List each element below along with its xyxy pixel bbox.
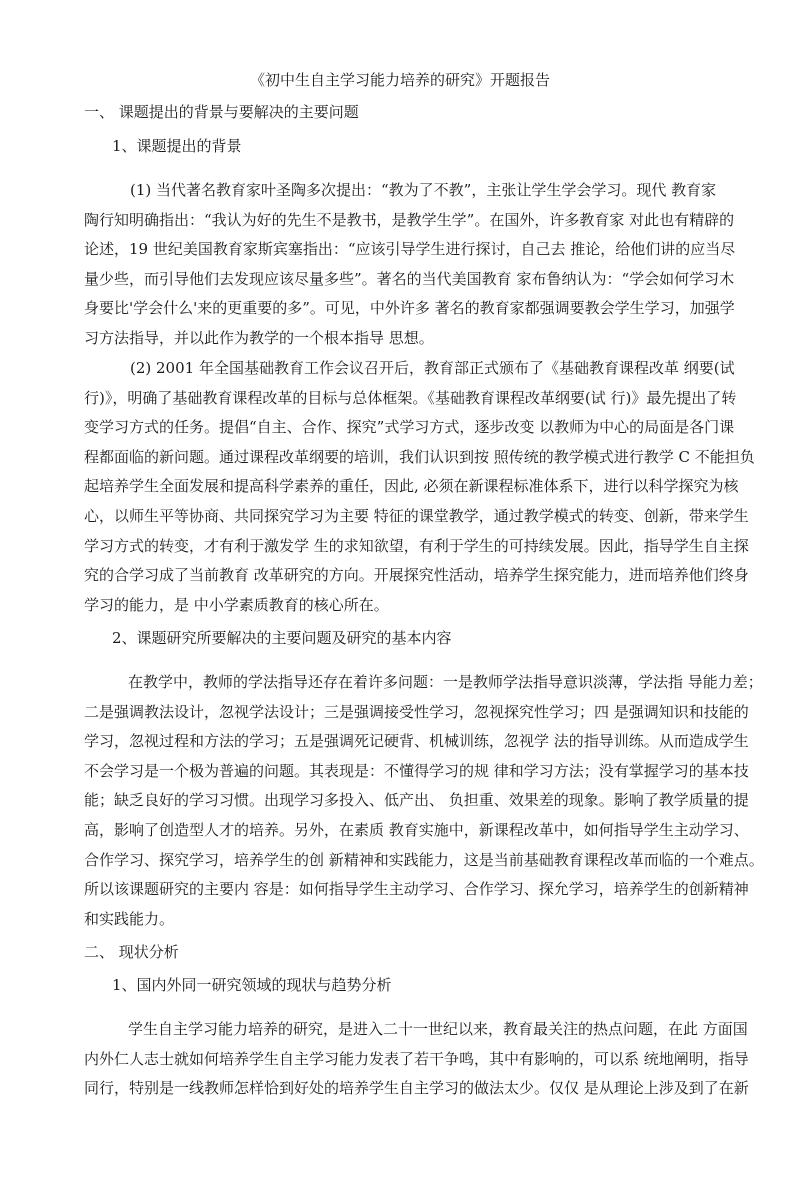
text-line: 身要比'学会什么'来的更重要的多”。可见，中外许多 著名的教育家都强调要教会学生学习，加强学: [84, 299, 735, 318]
text-line: 同行，特别是一线教师怎样恰到好处的培养学生自主学习的做法太少。仅仅 是从理论上涉及到了在新: [84, 1079, 749, 1098]
paragraph-background-2: [84, 354, 755, 620]
text-line: 陶行知明确指出：“我认为好的先生不是教书，是教学生学”。在国外，许多教育家 对此也有精辟的: [84, 210, 735, 229]
text-line: 内外仁人志士就如何培养学生自主学习能力发表了若干争鸣，其中有影响的，可以系 统地阐明，指导: [84, 1049, 749, 1068]
text-line: 心，以师生平等协商、共同探究学习为主要 特征的课堂教学，通过教学模式的转变、创新，带来学生: [84, 506, 749, 525]
paragraph-problems: [84, 668, 764, 934]
text-line: 起培养学生全面发展和提高科学素养的重任，因此, 必须在新课程标准体系下，进行以科学探究为核: [84, 477, 739, 496]
text-line: 和实践能力。: [84, 909, 175, 928]
text-line: 学生自主学习能力培养的研究，是进入二十一世纪以来，教育最关注的热点问题，在此 方面国: [128, 1020, 748, 1038]
text-line: 能；缺乏良好的学习习惯。出现学习多投入、低产出、 负担重、效果差的现象。影响了教学质量的提: [84, 791, 749, 810]
text-line: 高，影响了创造型人才的培养。另外，在素质 教育实施中，新课程改革中，如何指导学生主动学习、: [84, 820, 749, 839]
text-line: 究的合学习成了当前教育 改革研究的方向。开展探究性活动，培养学生探究能力，进而培养他们终身: [84, 566, 749, 585]
section-heading-2: 二、 现状分析: [84, 943, 179, 961]
text-line: 学习方式的转变，才有利于激发学 生的求知欲望，有利于学生的可持续发展。因此，指导学生自主探: [84, 536, 749, 555]
text-line: 变学习方式的任务。提倡“自主、合作、探究”式学习方式，逐步改变 以教师为中心的局面是各门课: [84, 418, 735, 437]
text-line: 学习的能力，是 中小学素质教育的核心所在。: [84, 595, 389, 614]
text-line: (2) 2001 年全国基础教育工作会议召开后，教育部正式颁布了《基础教育课程改革 纲要(试: [130, 359, 735, 377]
text-line: 二是强调教法设计，忽视学法设计；三是强调接受性学习，忽视探究性学习；四 是强调知识和技能的: [84, 702, 749, 721]
text-line: 不会学习是一个极为普遍的问题。其表现是：不懂得学习的规 律和学习方法；没有掌握学习的基本技: [84, 761, 749, 780]
text-line: 行)》，明确了基础教育课程改革的目标与总体框架。《基础教育课程改革纲要(试 行)》最先提出了转: [84, 388, 737, 407]
report-title: 《初中生自主学习能力培养的研究》开题报告: [249, 71, 550, 89]
section-heading-1: 一、 课题提出的背景与要解决的主要问题: [84, 103, 359, 121]
text-line: 习方法指导，并以此作为教学的一个根本指导 思想。: [84, 328, 434, 347]
subsection-heading-background: 1、课题提出的背景: [112, 137, 242, 155]
paragraph-background-1: [84, 176, 736, 354]
subsection-heading-problems: 2、课题研究所要解决的主要问题及研究的基本内容: [112, 629, 452, 647]
text-line: 在教学中，教师的学法指导还存在着许多问题：一是教师学法指导意识淡薄，学法指 导能力差；: [128, 673, 763, 691]
text-line: 合作学习、探究学习，培养学生的创 新精神和实践能力，这是当前基础教育课程改革而临的一个难点。: [84, 850, 764, 869]
text-line: 学习，忽视过程和方法的学习；五是强调死记硬背、机械训练，忽视学 法的指导训练。从而造成学生: [84, 732, 749, 751]
subsection-heading-status: 1、国内外同一研究领域的现状与趋势分析: [112, 976, 392, 994]
text-line: 程都面临的新问题。通过课程改革纲要的培训，我们认识到按 照传统的教学模式进行教学 C 不能担负: [84, 447, 755, 466]
text-line: 量少些，而引导他们去发现应该尽量多些”。著名的当代美国教育 家布鲁纳认为：“学会如何学习木: [84, 269, 735, 288]
paragraph-status: [84, 1015, 749, 1104]
text-line: 论述，19 世纪美国教育家斯宾塞指出：“应该引导学生进行探讨，自己去 推论，给他们讲的应当尽: [84, 240, 736, 259]
text-line: 所以该课题研究的主要内 容是：如何指导学生主动学习、合作学习、探允学习，培养学生的创新精神: [84, 880, 749, 899]
text-line: (1) 当代著名教育家叶圣陶多次提出：“教为了不教”，主张让学生学会学习。现代 教育家: [130, 181, 717, 199]
